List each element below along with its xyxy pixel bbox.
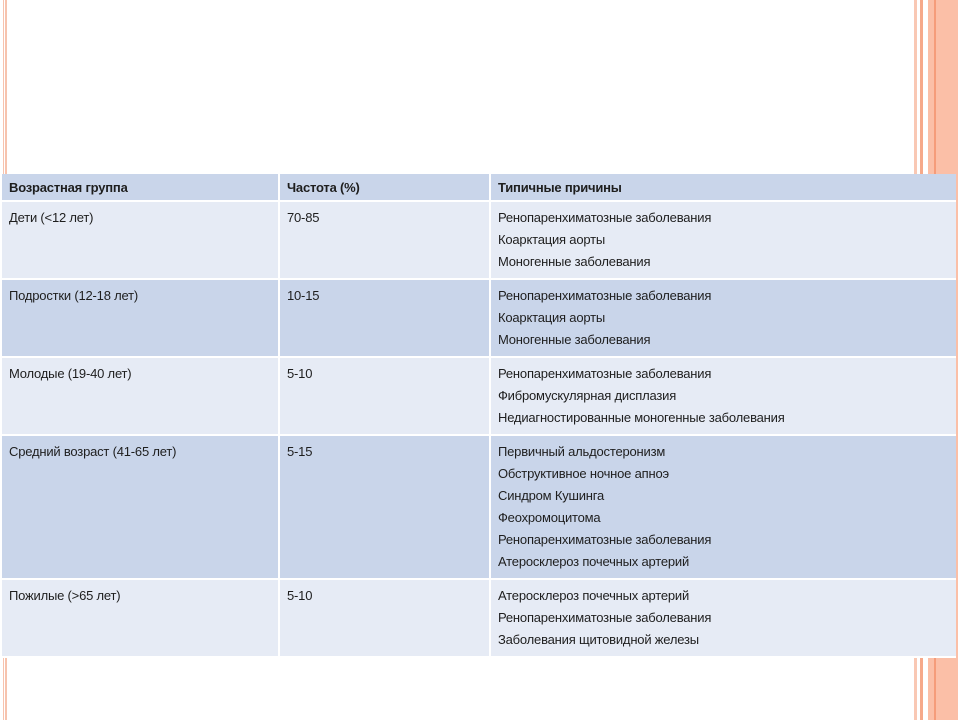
age-causes-table xyxy=(2,174,956,658)
cause-item: Ренопаренхиматозные заболевания xyxy=(498,366,712,381)
cell-causes xyxy=(490,579,956,657)
cause-item: Моногенные заболевания xyxy=(498,254,651,269)
cell-age-group: Молодые (19-40 лет) xyxy=(2,357,279,435)
table-row xyxy=(2,435,956,579)
cause-item: Фибромускулярная дисплазия xyxy=(498,388,677,403)
table-row xyxy=(2,579,956,657)
cause-item: Атеросклероз почечных артерий xyxy=(498,554,690,569)
cell-causes xyxy=(490,201,956,279)
cell-age-group: Подростки (12-18 лет) xyxy=(2,279,279,357)
cause-item: Ренопаренхиматозные заболевания xyxy=(498,210,712,225)
table-row xyxy=(2,201,956,279)
cell-causes xyxy=(490,435,956,579)
cell-causes xyxy=(490,279,956,357)
cause-item: Первичный альдостеронизм xyxy=(498,444,666,459)
cause-item: Моногенные заболевания xyxy=(498,332,651,347)
table-header-row xyxy=(2,174,956,201)
header-causes: Типичные причины xyxy=(490,174,956,201)
cell-frequency: 70-85 xyxy=(279,201,490,279)
cause-item: Синдром Кушинга xyxy=(498,488,605,503)
cause-item: Заболевания щитовидной железы xyxy=(498,632,699,647)
cause-item: Ренопаренхиматозные заболевания xyxy=(498,288,712,303)
cause-item: Недиагностированные моногенные заболевания xyxy=(498,410,785,425)
cell-causes xyxy=(490,357,956,435)
cause-item: Атеросклероз почечных артерий xyxy=(498,588,690,603)
table-row xyxy=(2,279,956,357)
cause-item: Ренопаренхиматозные заболевания xyxy=(498,610,712,625)
cause-item: Обструктивное ночное апноэ xyxy=(498,466,669,481)
header-age-group: Возрастная группа xyxy=(2,174,279,201)
header-frequency: Частота (%) xyxy=(279,174,490,201)
cell-frequency: 5-10 xyxy=(279,357,490,435)
table-body xyxy=(2,201,956,657)
cause-item: Коарктация аорты xyxy=(498,310,605,325)
cell-frequency: 5-15 xyxy=(279,435,490,579)
table-row xyxy=(2,357,956,435)
cell-age-group: Дети (<12 лет) xyxy=(2,201,279,279)
cell-frequency: 10-15 xyxy=(279,279,490,357)
cell-age-group: Пожилые (>65 лет) xyxy=(2,579,279,657)
cell-age-group: Средний возраст (41-65 лет) xyxy=(2,435,279,579)
cell-frequency: 5-10 xyxy=(279,579,490,657)
cause-item: Коарктация аорты xyxy=(498,232,605,247)
cause-item: Феохромоцитома xyxy=(498,510,601,525)
cause-item: Ренопаренхиматозные заболевания xyxy=(498,532,712,547)
